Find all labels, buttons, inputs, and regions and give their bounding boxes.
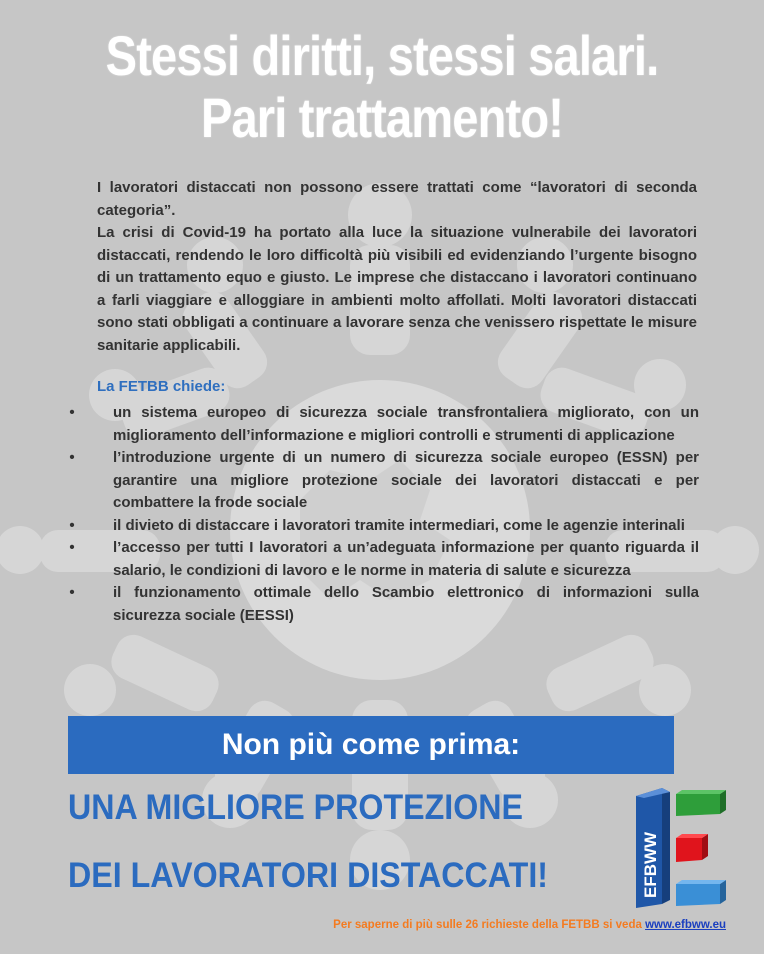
- headline-line-2: Pari trattamento!: [200, 86, 564, 149]
- list-item-text: il divieto di distaccare i lavoratori tramite intermediari, come le agenzie interinali: [113, 516, 685, 534]
- bullet-icon: •: [69, 516, 75, 534]
- list-item: [65, 447, 699, 515]
- banner-text: Non più come prima:: [221, 728, 521, 761]
- list-item: [65, 582, 699, 627]
- logo-text: EFBWW: [641, 831, 660, 898]
- banner: [68, 716, 674, 774]
- footer-note: [333, 919, 726, 931]
- list-item-text: l’accesso per tutti I lavoratori a un’adeguata informazione per quanto riguarda il salario, le condizioni di lavoro e le norme in materia di salute e sicurezza: [113, 539, 699, 579]
- slogan-line-1: UNA MIGLIORE PROTEZIONE: [68, 788, 523, 827]
- efbww-link[interactable]: www.efbww.eu: [645, 919, 726, 931]
- bullet-icon: •: [69, 584, 75, 601]
- headline-line-1: Stessi diritti, stessi salari.: [105, 24, 659, 87]
- bullet-icon: •: [69, 449, 75, 466]
- intro-paragraph-1: I lavoratori distaccati non possono essere trattati come “lavoratori di seconda categoria”.: [97, 179, 697, 219]
- footer-text: Per saperne di più sulle 26 richieste della FETBB si veda: [333, 919, 646, 931]
- intro-paragraph-2: La crisi di Covid-19 ha portato alla luce la situazione vulnerabile dei lavoratori distaccati, rendendo le loro difficoltà più visibili ed evidenziando l’urgente bisogno di un trattamento equo e giusto. Le imprese che distaccano i lavoratori continuano a farli viaggiare e alloggiare in ambienti molto affollati. Molti lavoratori distaccati sono stati obbligati a continuare a lavorare senza che venissero rispettate le misure sanitarie applicabili.: [97, 224, 697, 354]
- list-item: [65, 402, 699, 447]
- slogan-line-2: DEI LAVORATORI DISTACCATI!: [68, 856, 549, 895]
- bullet-icon: •: [69, 539, 75, 556]
- list-item: [65, 537, 699, 582]
- demands-heading: La FETBB chiede:: [97, 378, 226, 395]
- list-item: [65, 515, 699, 538]
- demands-list: [65, 402, 699, 627]
- list-item-text: il funzionamento ottimale dello Scambio elettronico di informazioni sulla sicurezza sociale (EESSI): [113, 584, 699, 624]
- efbww-logo: [632, 786, 728, 908]
- list-item-text: l’introduzione urgente di un numero di sicurezza sociale europeo (ESSN) per garantire una migliore protezione sociale dei lavoratori distaccati e per combattere la frode sociale: [113, 449, 699, 511]
- bullet-icon: •: [69, 404, 75, 421]
- list-item-text: un sistema europeo di sicurezza sociale transfrontaliera migliorato, con un miglioramento dell’informazione e migliori controlli e strumenti di applicazione: [113, 404, 699, 444]
